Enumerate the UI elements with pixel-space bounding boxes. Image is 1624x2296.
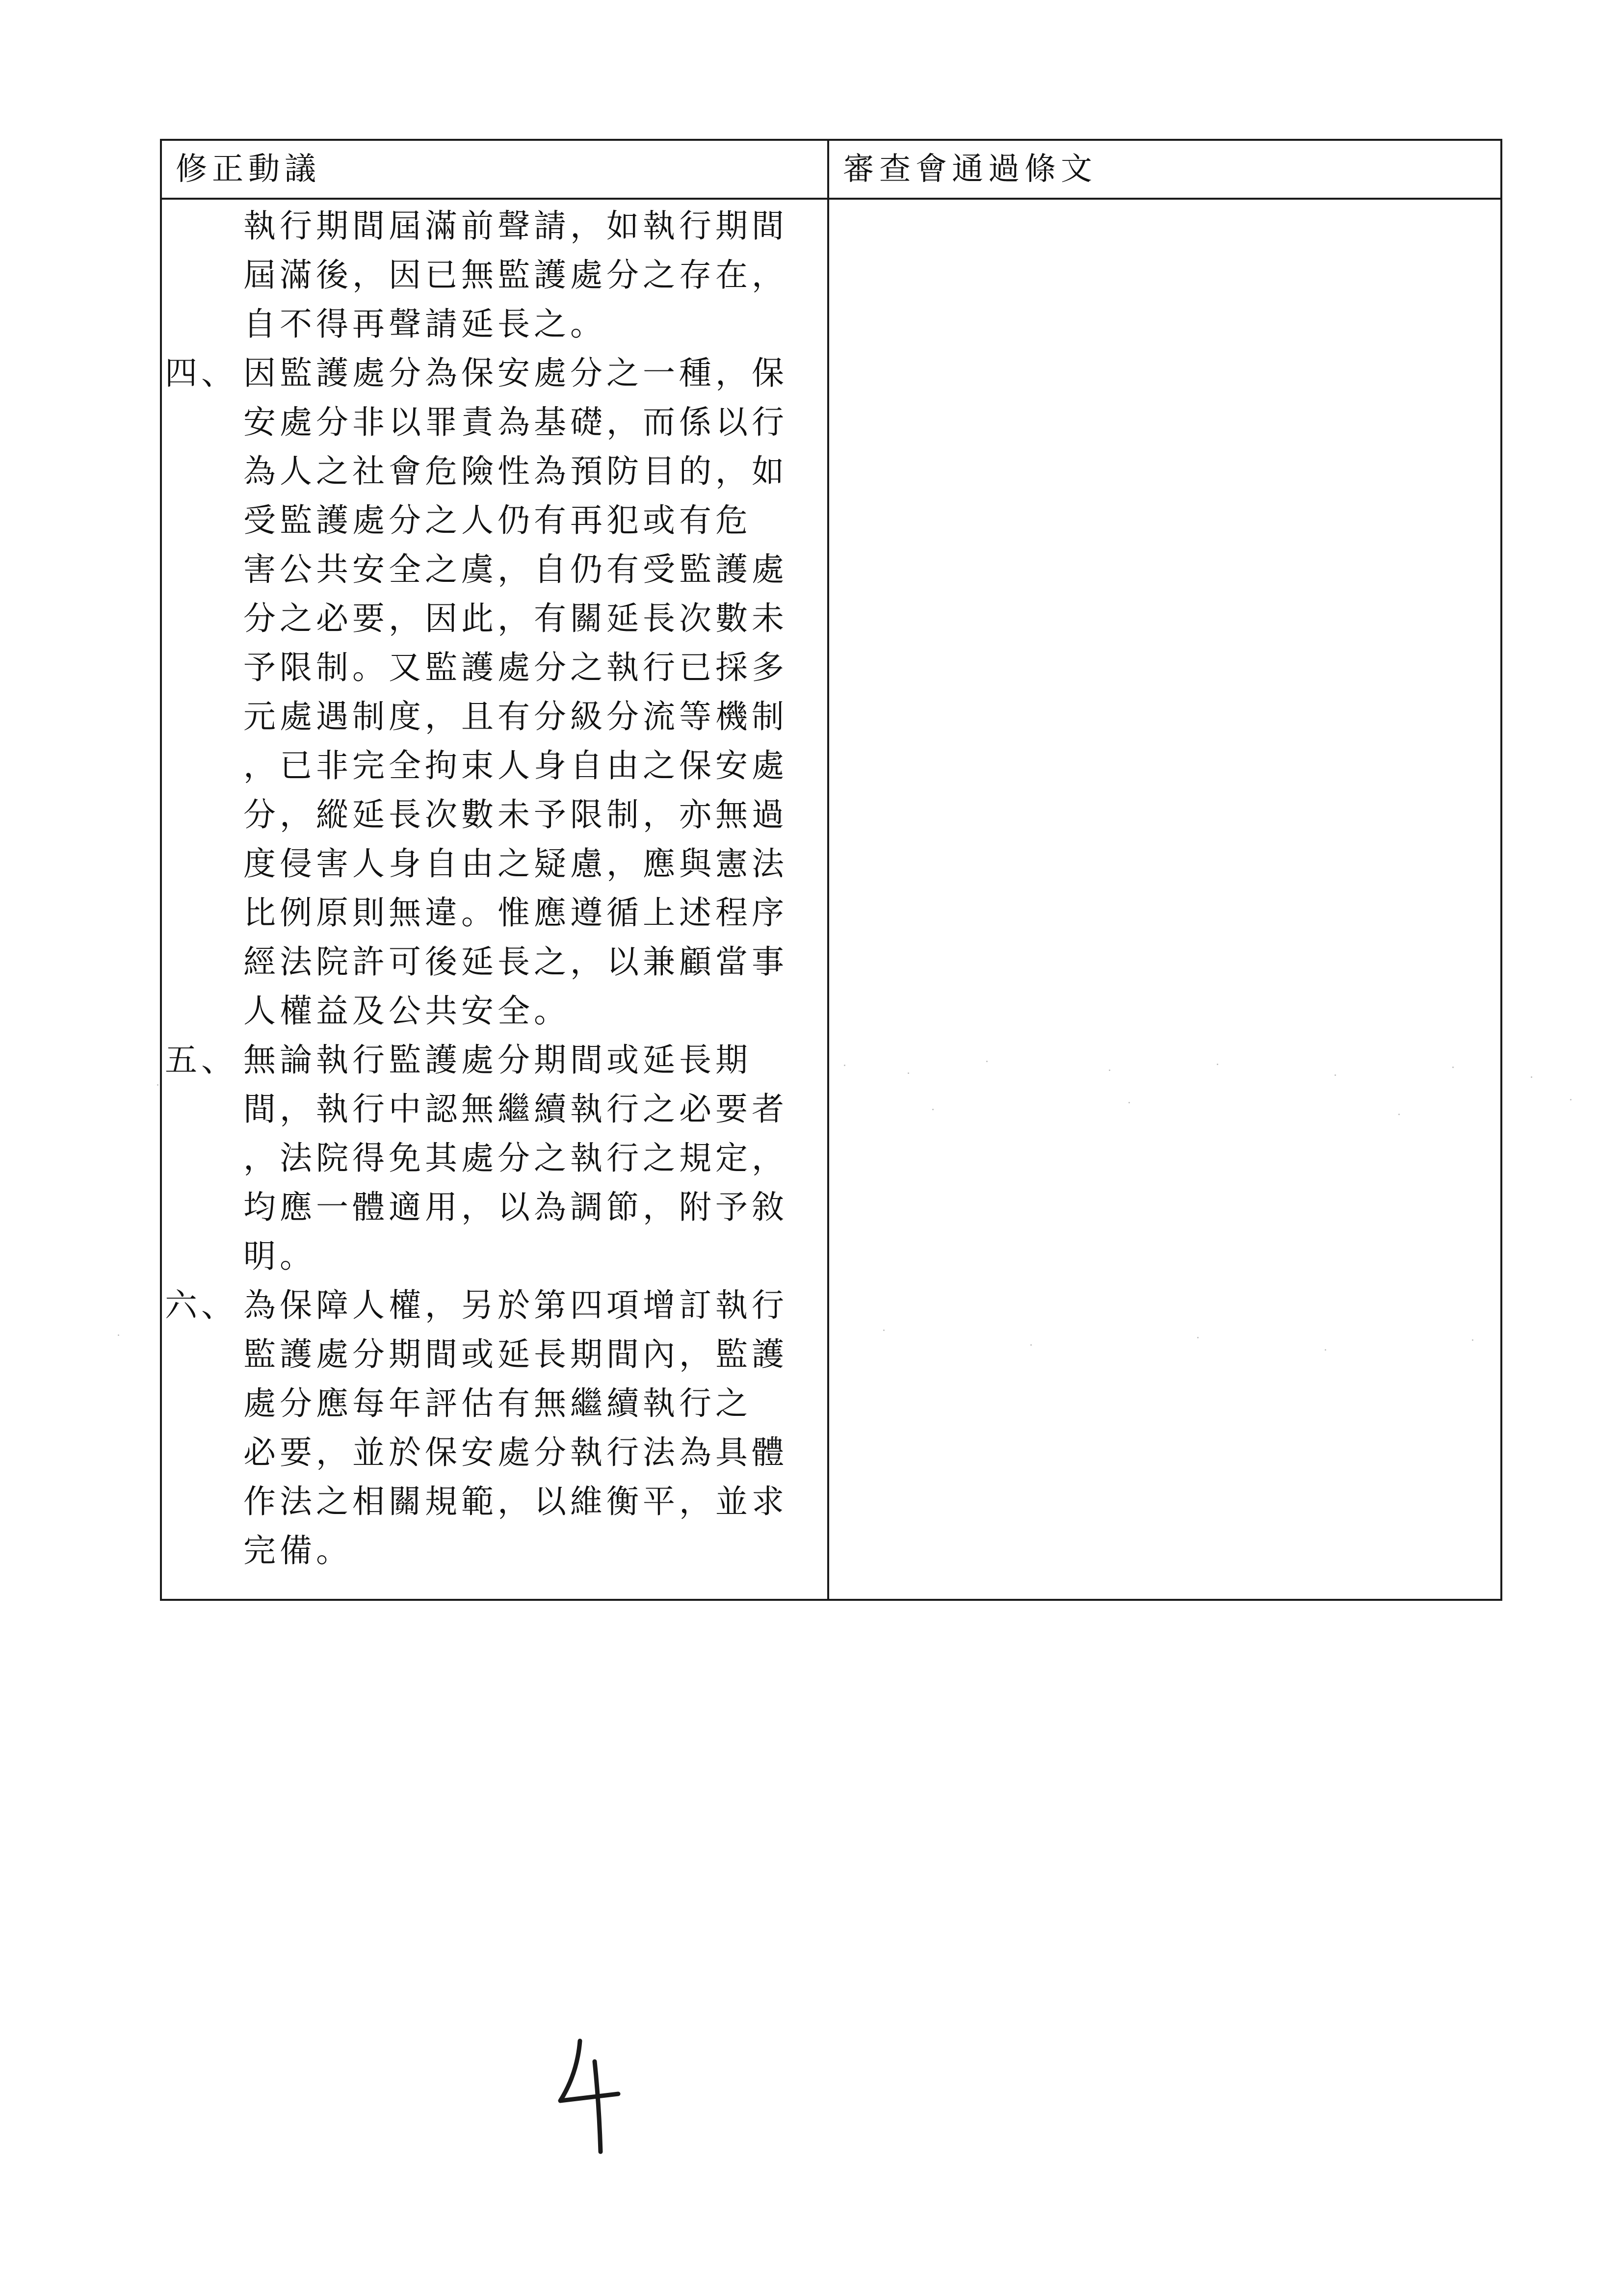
- text-line: 完備。: [243, 1532, 352, 1569]
- text-line: 因監護處分為保安處分之一種，保: [243, 354, 788, 392]
- text-line: 分之必要，因此，有關延長次數未: [243, 600, 788, 637]
- amendment-cell: [162, 200, 827, 1601]
- item-marker-six: 六、: [165, 1286, 237, 1324]
- table-header: [162, 141, 1500, 200]
- text-line: 無論執行監護處分期間或延長期: [243, 1041, 752, 1079]
- text-line: 間，執行中認無繼續執行之必要者: [243, 1090, 788, 1128]
- text-line: 自不得再聲請延長之。: [243, 305, 606, 343]
- item-marker-four: 四、: [165, 354, 237, 392]
- text-line: 害公共安全之虞，自仍有受監護處: [243, 550, 788, 588]
- text-line: 均應一體適用，以為調節，附予敘: [243, 1188, 788, 1226]
- text-line: 度侵害人身自由之疑慮，應與憲法: [243, 845, 788, 883]
- text-line: 予限制。又監護處分之執行已採多: [243, 649, 788, 686]
- text-line: 受監護處分之人仍有再犯或有危: [243, 501, 752, 539]
- header-approved-text: 審查會通過條文: [843, 151, 1097, 187]
- text-line: 明。: [243, 1237, 316, 1275]
- text-line: 作法之相關規範，以維衡平，並求: [243, 1483, 788, 1520]
- text-line: 安處分非以罪責為基礎，而係以行: [243, 403, 788, 441]
- item-marker-five: 五、: [165, 1041, 237, 1079]
- text-line: 元處遇制度，且有分級分流等機制: [243, 698, 788, 735]
- text-line: 經法院許可後延長之，以兼顧當事: [243, 943, 788, 981]
- text-line: 比例原則無違。惟應遵循上述程序: [243, 894, 788, 932]
- text-line: ，法院得免其處分之執行之規定，: [243, 1139, 788, 1177]
- text-line: 人權益及公共安全。: [243, 992, 570, 1030]
- text-line: 分，縱延長次數未予限制，亦無過: [243, 796, 788, 834]
- text-line: ，已非完全拘束人身自由之保安處: [243, 747, 788, 784]
- text-line: 執行期間屆滿前聲請，如執行期間: [243, 207, 788, 245]
- approved-text-cell: [829, 200, 1500, 1599]
- text-line: 為人之社會危險性為預防目的，如: [243, 452, 788, 490]
- text-line: 屆滿後，因已無監護處分之存在，: [243, 256, 788, 294]
- text-line: 為保障人權，另於第四項增訂執行: [243, 1286, 788, 1324]
- comparison-table: [160, 139, 1502, 1601]
- text-line: 監護處分期間或延長期間內，監護: [243, 1335, 788, 1373]
- handwritten-page-number: [550, 2031, 628, 2159]
- header-amendment-motion: 修正動議: [176, 151, 321, 187]
- text-line: 處分應每年評估有無繼續執行之: [243, 1384, 752, 1422]
- text-line: 必要，並於保安處分執行法為具體: [243, 1434, 788, 1471]
